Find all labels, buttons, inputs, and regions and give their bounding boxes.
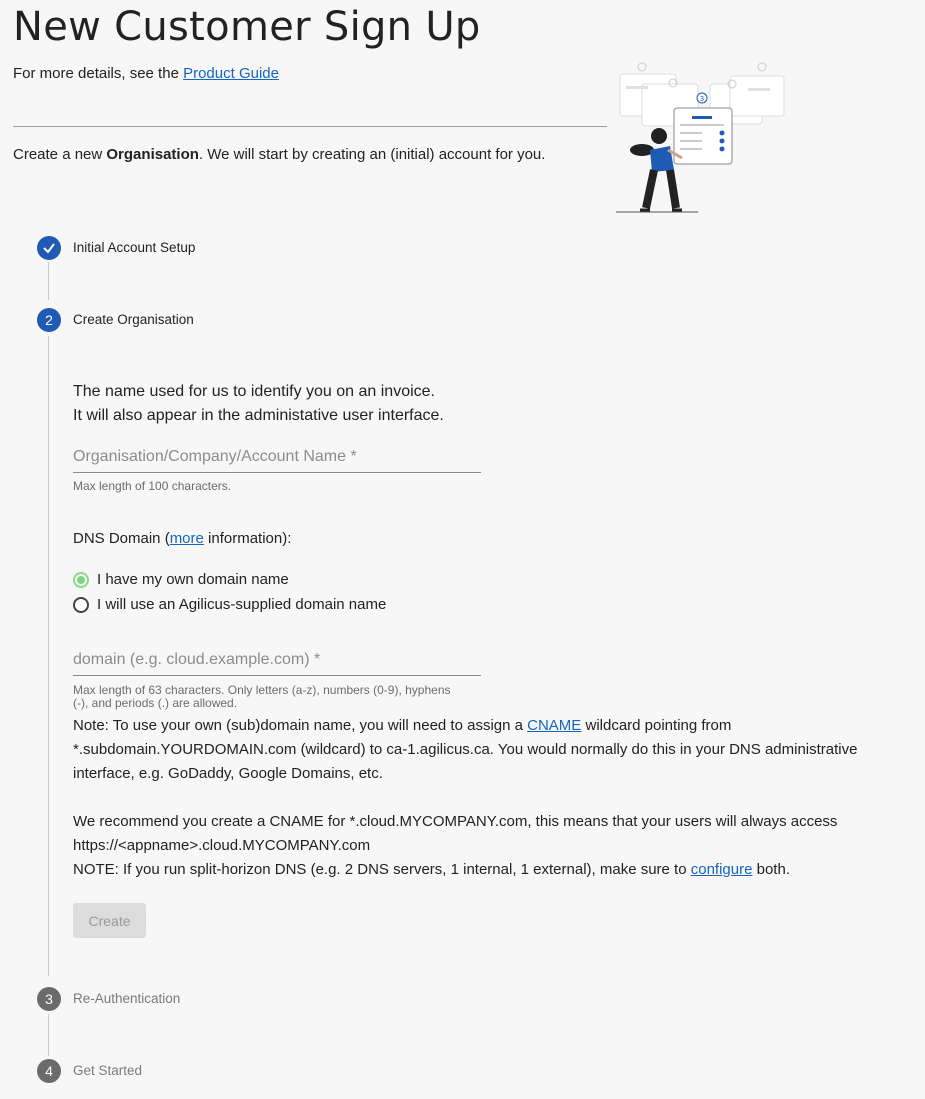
step-2-number: 2 <box>37 308 61 332</box>
step-3-number: 3 <box>37 987 61 1011</box>
step-3-label[interactable]: Re-Authentication <box>73 991 181 1006</box>
radio-unchecked-icon[interactable] <box>73 597 89 613</box>
svg-text:3: 3 <box>699 95 705 103</box>
cname-link[interactable]: CNAME <box>527 717 582 734</box>
product-guide-link[interactable]: Product Guide <box>183 65 279 82</box>
page-subtitle <box>13 65 279 82</box>
dns-label-suffix: information): <box>203 530 292 547</box>
page-title: New Customer Sign Up <box>13 4 481 50</box>
intro-suffix: . We will start by creating an (initial) account for you. <box>198 146 546 163</box>
note2-suffix: both. <box>752 861 790 878</box>
note2-line-2 <box>73 858 893 882</box>
org-name-hint: Max length of 100 characters. <box>73 479 232 493</box>
intro-text <box>13 146 545 163</box>
configure-link[interactable]: configure <box>690 861 753 878</box>
stepper-connector <box>48 262 49 300</box>
note2-line-1: We recommend you create a CNAME for *.cloud.MYCOMPANY.com, this means that your users will always access https://<appname>.cloud.MYCOMPANY.com <box>73 813 838 854</box>
divider <box>13 126 607 127</box>
step-4-label[interactable]: Get Started <box>73 1063 143 1078</box>
cname-note <box>73 714 893 786</box>
radio-own-domain[interactable] <box>73 571 289 588</box>
stepper-connector <box>48 336 49 976</box>
note1-prefix: Note: To use your own (sub)domain name, you will need to assign a <box>73 717 528 734</box>
radio-own-domain-label: I have my own domain name <box>97 571 289 588</box>
form-description <box>73 380 444 428</box>
org-name-input[interactable] <box>73 448 481 472</box>
person-with-checklist-illustration <box>612 58 790 218</box>
intro-bold: Organisation <box>106 146 199 163</box>
step-1-check-icon <box>37 236 61 260</box>
radio-agilicus-domain-label: I will use an Agilicus-supplied domain name <box>97 596 387 613</box>
step-1-label[interactable]: Initial Account Setup <box>73 240 196 255</box>
dns-domain-label <box>73 530 291 547</box>
subtitle-text: For more details, see the <box>13 65 184 82</box>
intro-prefix: Create a new <box>13 146 107 163</box>
step-4-number: 4 <box>37 1059 61 1083</box>
description-line-2: It will also appear in the administative user interface. <box>73 407 444 424</box>
dns-label-prefix: DNS Domain ( <box>73 530 170 547</box>
domain-hint: Max length of 63 characters. Only letters (a-z), numbers (0-9), hyphens (-), and periods (.) are allowed. <box>73 683 451 710</box>
radio-agilicus-domain[interactable] <box>73 596 386 613</box>
note2-prefix: NOTE: If you run split-horizon DNS (e.g. 2 DNS servers, 1 internal, 1 external), make sure to <box>73 861 691 878</box>
create-button[interactable]: Create <box>73 903 146 938</box>
domain-input[interactable] <box>73 651 481 675</box>
domain-field <box>73 651 481 676</box>
step-2-label[interactable]: Create Organisation <box>73 312 194 327</box>
org-name-field <box>73 448 481 473</box>
more-info-link[interactable]: more <box>169 530 204 547</box>
recommendation-note <box>73 810 893 882</box>
note1-suffix: wildcard pointing from *.subdomain.YOURDOMAIN.com (wildcard) to ca-1.agilicus.ca. You would normally do this in your DNS administrative interface, e.g. GoDaddy, Google Domains, etc. <box>73 717 858 782</box>
stepper-connector <box>48 1014 49 1056</box>
radio-checked-icon[interactable] <box>73 572 89 588</box>
description-line-1: The name used for us to identify you on an invoice. <box>73 383 435 400</box>
